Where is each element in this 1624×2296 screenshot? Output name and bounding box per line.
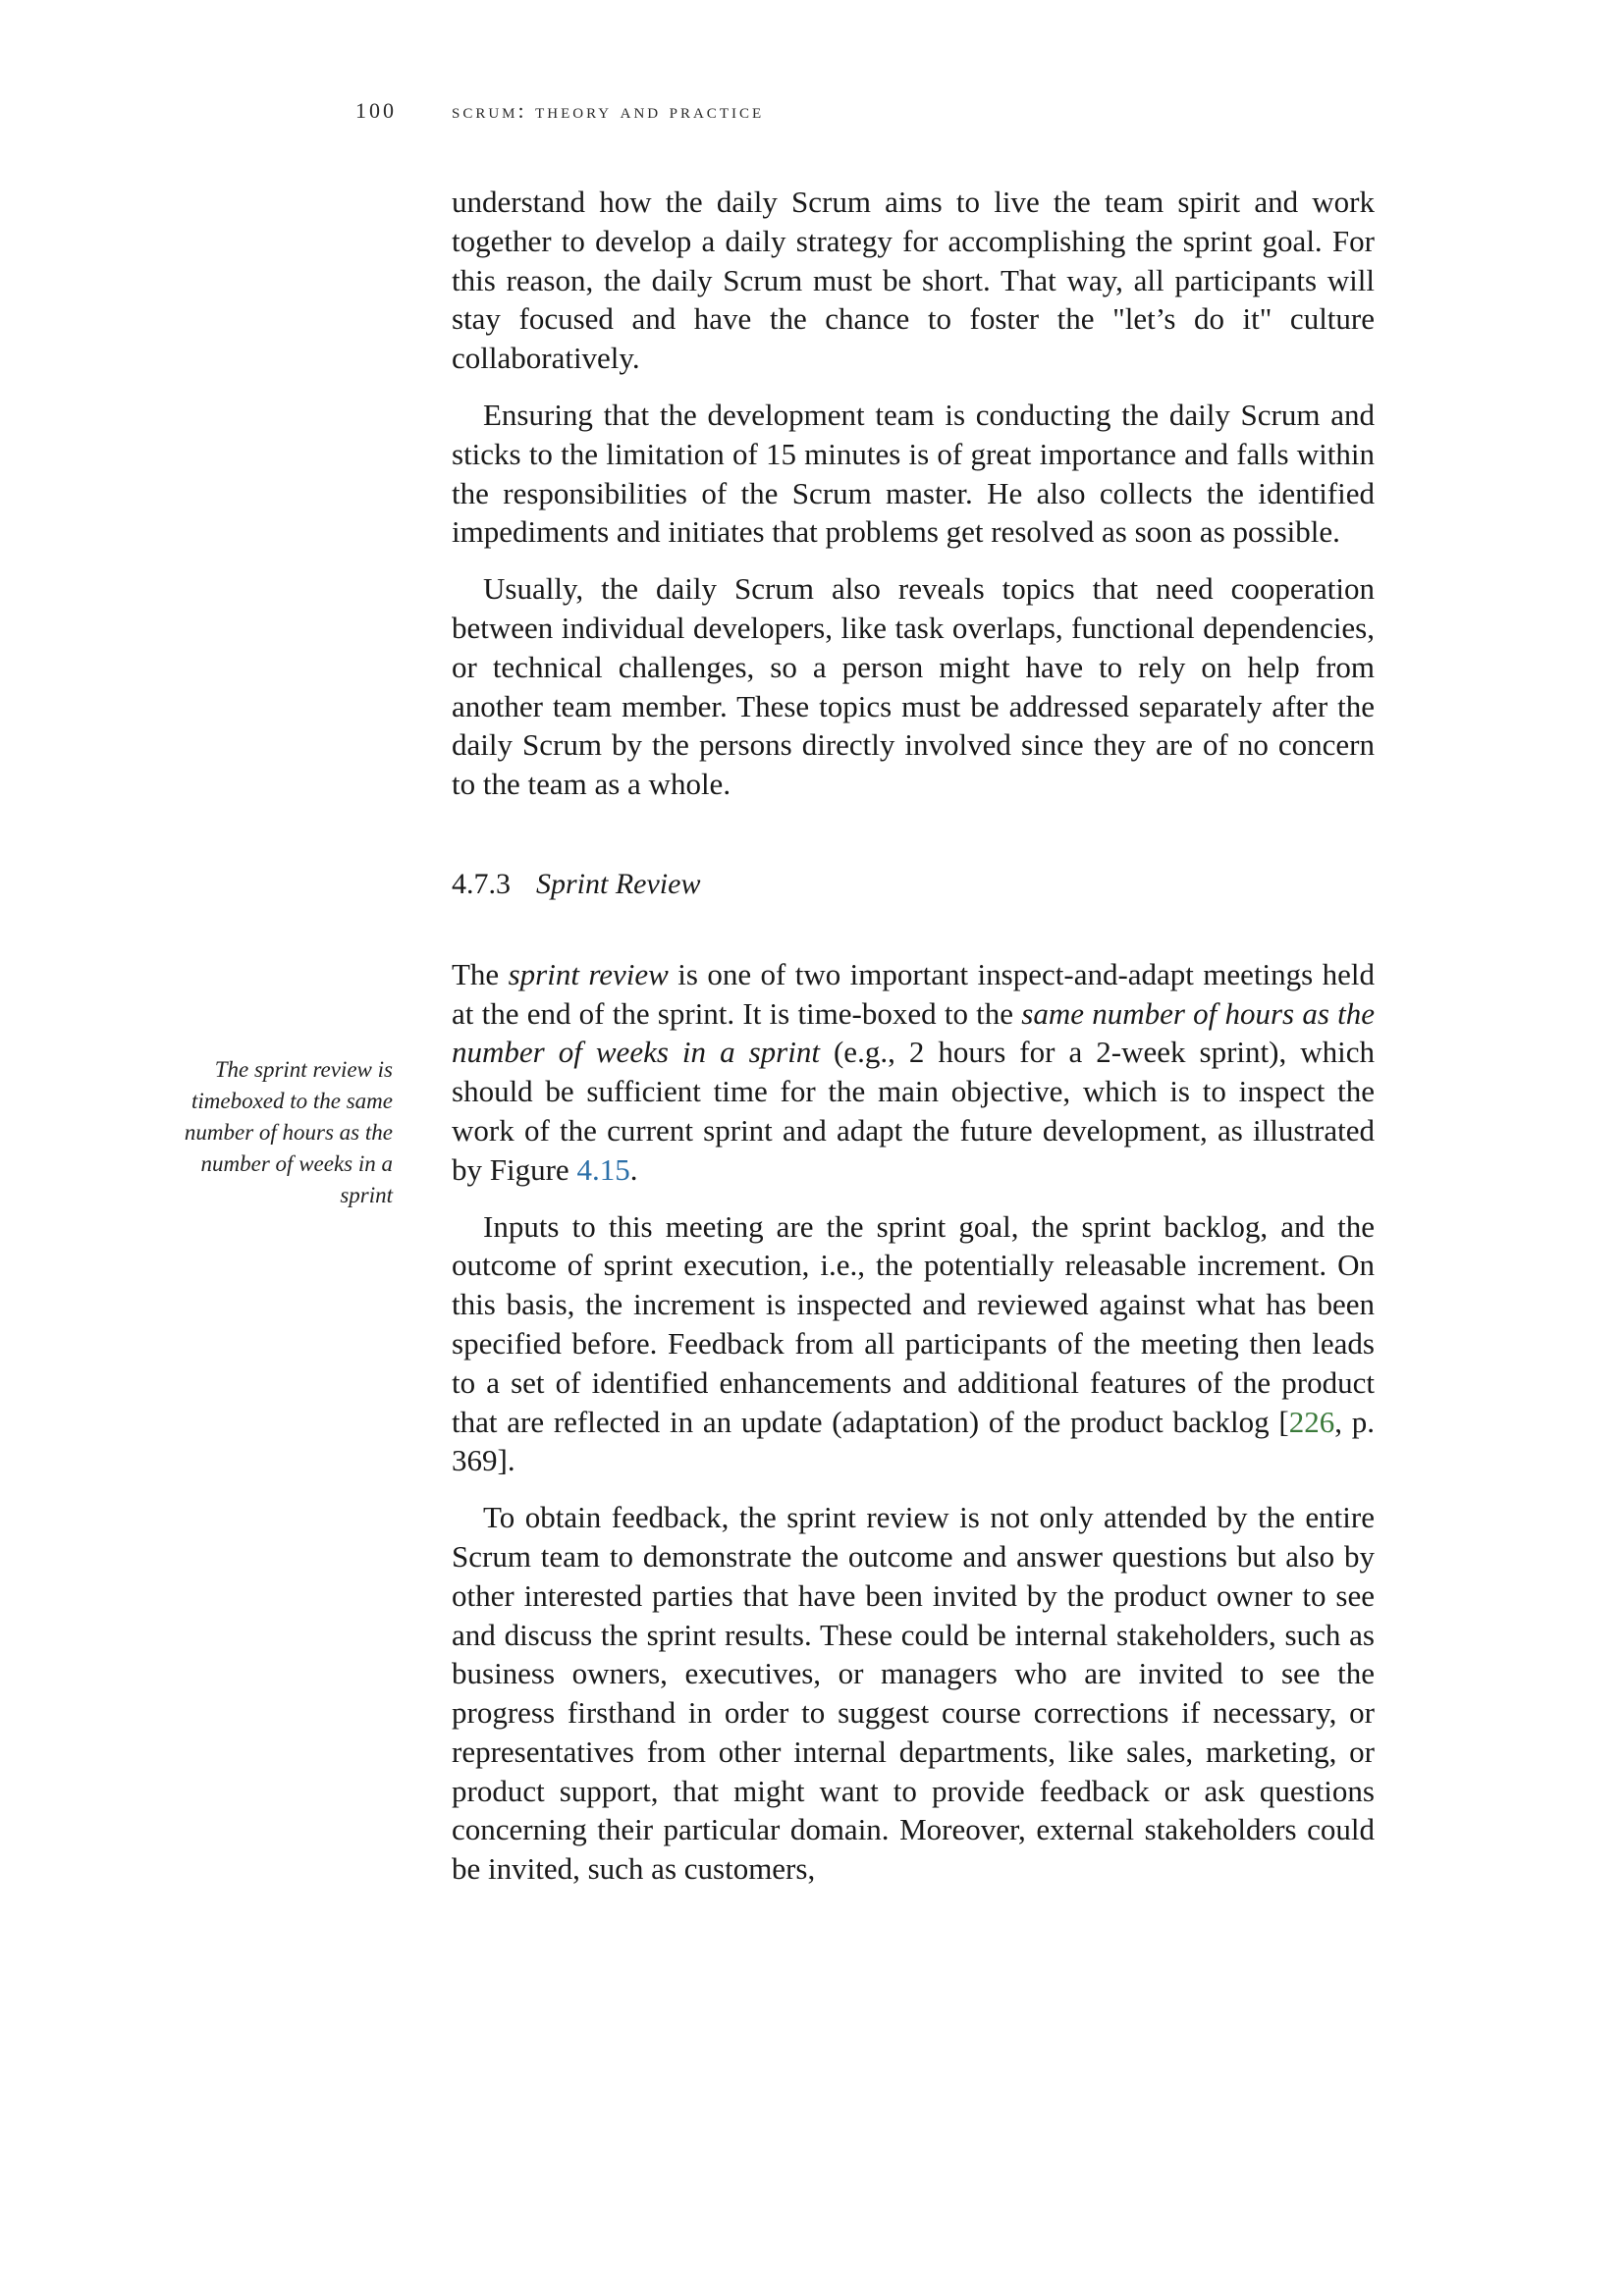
paragraph-daily-scrum-spirit: understand how the daily Scrum aims to live the team spirit and work together to develop a daily strategy for accomplishing the sprint goal. For this reason, the daily Scrum must be short. That way, all participants will stay focused and have the chance to foster the "let’s do it" culture collaboratively.	[452, 185, 1375, 376]
paragraph-feedback: To obtain feedback, the sprint review is not only attended by the entire Scrum team to demonstrate the outcome and answer questions but also by other interested parties that have been invited by the product owner to see and discuss the sprint results. These could be internal stakeholders, such as business owners, executives, or managers who are invited to see the progress firsthand in order to suggest course corrections if necessary, or representatives from other internal departments, like sales, marketing, or product support, that might want to provide feedback or ask questions concerning their particular domain. Moreover, external stakeholders could be invited, such as customers,	[452, 1500, 1375, 1887]
paragraph-sprint-review: The sprint review is one of two important inspect-and-adapt meetings held at the end of the sprint. It is time-boxed to the same number of hours as the number of weeks in a sprint (e.g., 2 hours for a 2-week sprint), which should be sufficient time for the main objective, which is to inspect the work of the current sprint and adapt the future development, as illustrated by Figure 4.15.	[452, 956, 1376, 1187]
margin-note: The sprint review is timeboxed to the same number of hours as the number of weeks in a sprint	[184, 1057, 393, 1207]
term-sprint-review: sprint review	[508, 956, 669, 991]
section-number: 4.7.3	[452, 867, 511, 900]
running-title: scrum: theory and practice	[452, 98, 765, 123]
emphasis-timebox: same number of hours as the number of weeks in a sprint	[452, 995, 1375, 1070]
section-title: Sprint Review	[536, 867, 701, 900]
paragraph-daily-scrum-limit: Ensuring that the development team is conducting the daily Scrum and sticks to the limitation of 15 minutes is of great importance and falls within the responsibilities of the Scrum master. He also collects the identified impediments and initiates that problems get resolved as soon as possible.	[452, 397, 1375, 550]
citation-link[interactable]: 226	[1288, 1404, 1335, 1439]
section-heading	[452, 865, 1375, 904]
running-head	[355, 98, 764, 124]
paragraph-inputs: Inputs to this meeting are the sprint goal, the sprint backlog, and the outcome of sprint execution, i.e., the potentially releasable increment. On this basis, the increment is inspected and reviewed against what has been specified before. Feedback from all participants of the meeting then leads to a set of identified enhancements and additional features of the product that are reflected in an update (adaptation) of the product backlog [226, p. 369].	[452, 1208, 1375, 1478]
figure-reference-link[interactable]: 4.15	[576, 1151, 630, 1187]
paragraph-daily-scrum-topics: Usually, the daily Scrum also reveals topics that need cooperation between individual developers, like task overlaps, functional dependencies, or technical challenges, so a person might have to rely on help from another team member. These topics must be addressed separately after the daily Scrum by the persons directly involved since they are of no concern to the team as a whole.	[452, 571, 1375, 802]
page-number: 100	[355, 98, 397, 123]
body-text	[452, 183, 1375, 1906]
